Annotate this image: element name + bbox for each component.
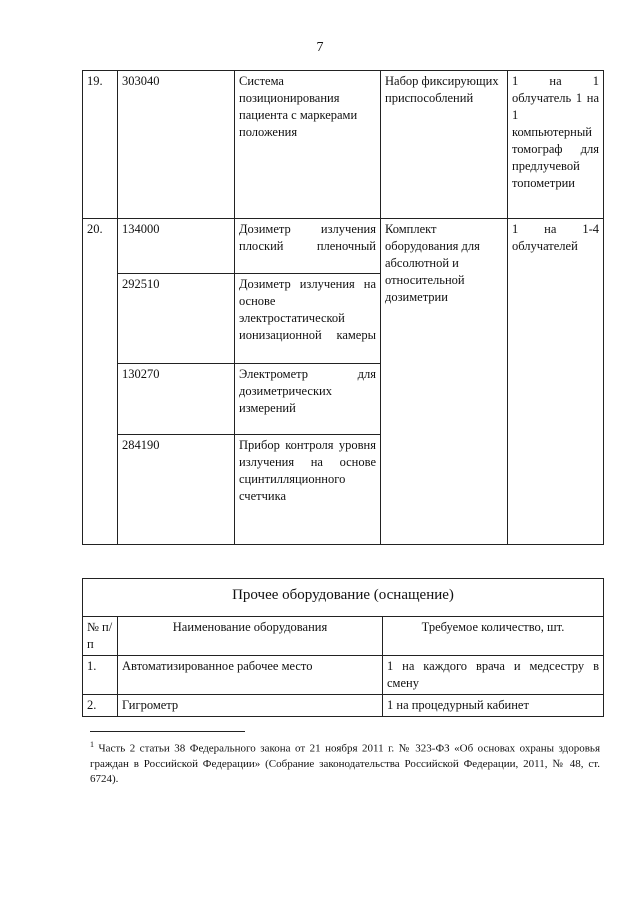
item-name: Система позиционирования пациента с маркерами положения — [235, 71, 381, 219]
footnote-divider — [90, 731, 245, 732]
row-number: 1. — [83, 656, 118, 695]
table-row — [83, 219, 604, 274]
item-code: 130270 — [118, 364, 235, 435]
item-type: Набор фиксирующих приспособлений — [381, 71, 508, 219]
item-name: Дозиметр излучения на основе электростатической ионизационной камеры — [235, 274, 381, 364]
equipment-table — [82, 70, 604, 545]
footnote — [90, 737, 600, 787]
row-number: 19. — [83, 71, 118, 219]
table-title: Прочее оборудование (оснащение) — [83, 579, 604, 617]
header-name: Наименование оборудования — [118, 617, 383, 656]
table-row — [83, 71, 604, 219]
table-title-row — [83, 579, 604, 617]
item-name: Дозиметр излучения плоский пленочный — [235, 219, 381, 274]
header-qty: Требуемое количество, шт. — [383, 617, 604, 656]
table-row — [83, 695, 604, 717]
item-code: 303040 — [118, 71, 235, 219]
header-num: № п/п — [83, 617, 118, 656]
footnote-marker: 1 — [90, 740, 94, 749]
item-code: 134000 — [118, 219, 235, 274]
item-quantity: 1 на процедурный кабинет — [383, 695, 604, 717]
item-code: 292510 — [118, 274, 235, 364]
row-number: 20. — [83, 219, 118, 545]
item-name: Автоматизированное рабочее место — [118, 656, 383, 695]
item-name: Электрометр для дозиметрических измерений — [235, 364, 381, 435]
item-quantity: 1 на 1 облучатель 1 на 1 компьютерный томограф для предлучевой топометрии — [508, 71, 604, 219]
item-name: Гигрометр — [118, 695, 383, 717]
item-name: Прибор контроля уровня излучения на основе сцинтилляционного счетчика — [235, 435, 381, 545]
row-number: 2. — [83, 695, 118, 717]
page-number: 7 — [316, 40, 324, 55]
item-code: 284190 — [118, 435, 235, 545]
table-header-row — [83, 617, 604, 656]
footnote-text: Часть 2 статьи 38 Федерального закона от 21 ноября 2011 г. № 323-ФЗ «Об основах охраны здоровья граждан в Российской Федерации» (Собрание законодательства Российской Федерации, 2011, № 48, ст. 6724). — [90, 742, 601, 785]
item-quantity: 1 на каждого врача и медсестру в смену — [383, 656, 604, 695]
table-row — [83, 656, 604, 695]
other-equipment-table — [82, 578, 604, 717]
item-quantity: 1 на 1-4 облучателей — [508, 219, 604, 545]
item-type: Комплект оборудования для абсолютной и относительной дозиметрии — [381, 219, 508, 545]
